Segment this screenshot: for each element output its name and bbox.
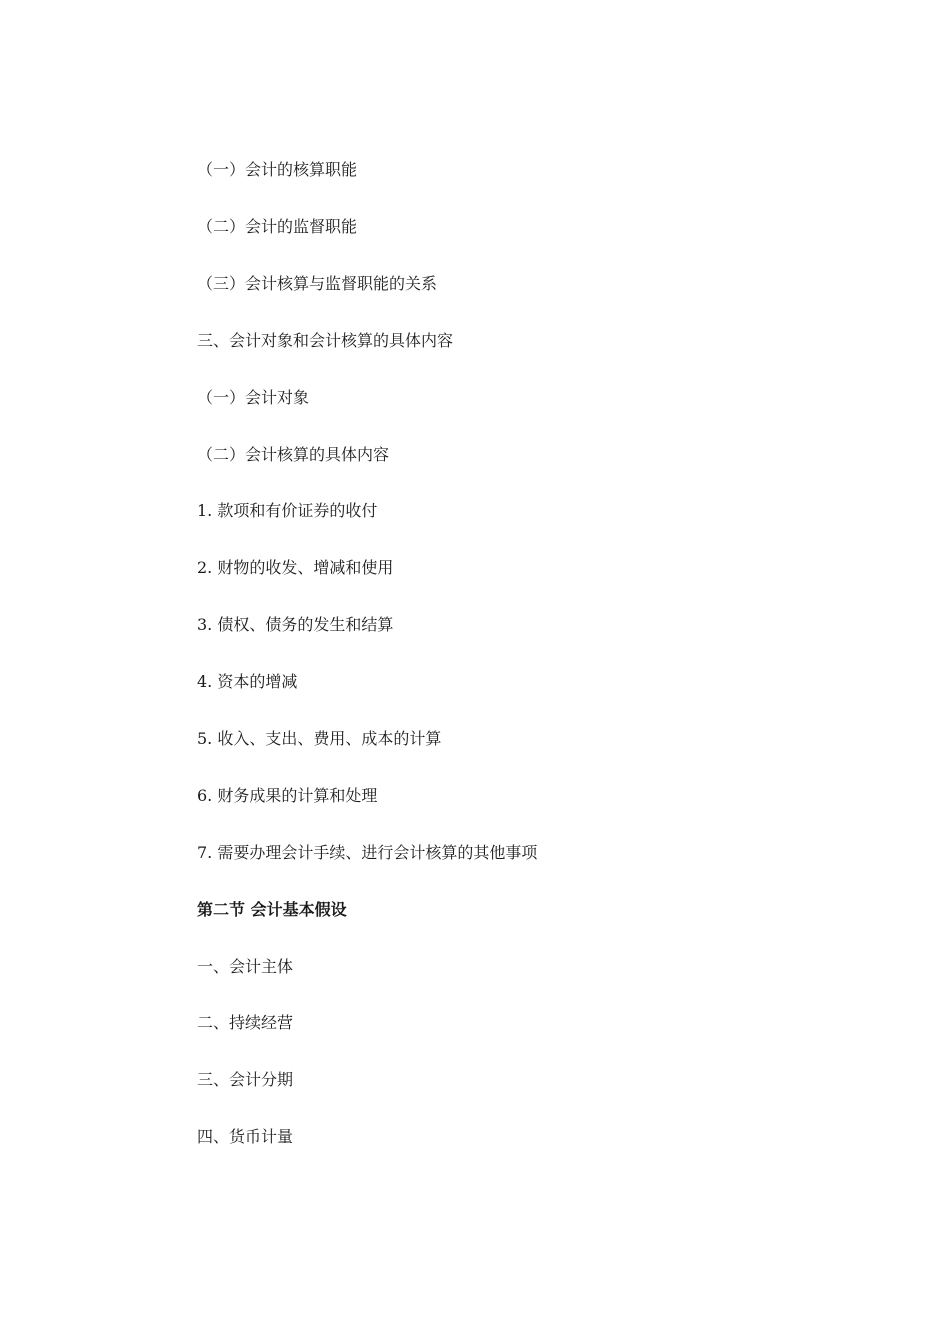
- list-item: 7. 需要办理会计手续、进行会计核算的其他事项: [197, 843, 538, 862]
- subsection-heading: （一）会计对象: [197, 388, 310, 407]
- list-item: 6. 财务成果的计算和处理: [197, 786, 378, 805]
- subsection-heading: （二）会计核算的具体内容: [197, 445, 390, 464]
- subsection-heading: （二）会计的监督职能: [197, 217, 358, 236]
- list-item: 5. 收入、支出、费用、成本的计算: [197, 729, 442, 748]
- section-heading: 三、会计对象和会计核算的具体内容: [197, 331, 454, 350]
- list-item: 1. 款项和有价证券的收付: [197, 501, 378, 520]
- section-heading: 二、持续经营: [197, 1013, 294, 1032]
- section-heading: 四、货币计量: [197, 1127, 294, 1146]
- section-heading: 一、会计主体: [197, 957, 294, 976]
- chapter-section-title: 第二节 会计基本假设: [197, 900, 347, 919]
- list-item: 2. 财物的收发、增减和使用: [197, 558, 394, 577]
- section-heading: 三、会计分期: [197, 1070, 294, 1089]
- list-item: 4. 资本的增减: [197, 672, 298, 691]
- list-item: 3. 债权、债务的发生和结算: [197, 615, 394, 634]
- subsection-heading: （一）会计的核算职能: [197, 160, 358, 179]
- subsection-heading: （三）会计核算与监督职能的关系: [197, 274, 438, 293]
